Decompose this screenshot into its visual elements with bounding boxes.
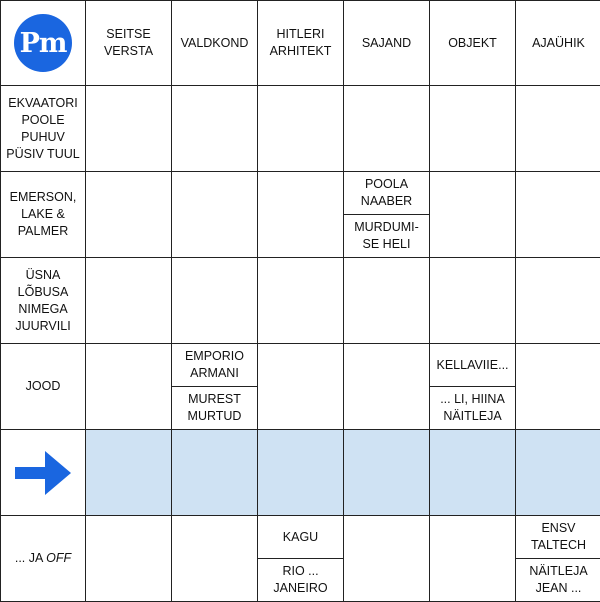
row-clue-3 xyxy=(0,258,86,344)
logo-cell xyxy=(0,0,86,86)
answer-cell[interactable] xyxy=(344,86,430,172)
answer-cell[interactable] xyxy=(430,258,516,344)
answer-cell[interactable] xyxy=(86,86,172,172)
clue-italic: OFF xyxy=(46,551,72,565)
row-clue-1 xyxy=(0,86,86,172)
row-clue-4 xyxy=(0,344,86,430)
right-arrow-icon xyxy=(15,449,71,497)
clue-text-top: ENSV TALTECH xyxy=(516,516,600,559)
answer-cell[interactable] xyxy=(172,516,258,602)
clue-text-top: KAGU xyxy=(258,516,343,559)
clue-text: SAJAND xyxy=(361,35,412,50)
header-clue-2 xyxy=(172,0,258,86)
row-clue-2 xyxy=(0,172,86,258)
header-clue-5 xyxy=(430,0,516,86)
clue-text-top: POOLA NAABER xyxy=(344,172,429,215)
arrow-cell xyxy=(0,430,86,516)
split-clue-cell xyxy=(516,516,600,602)
answer-cell[interactable] xyxy=(430,172,516,258)
answer-cell[interactable] xyxy=(516,172,600,258)
clue-text: VALDKOND xyxy=(180,35,249,50)
answer-cell[interactable] xyxy=(172,172,258,258)
clue-text: EKVAATORI POOLE PUHUV PÜSIV TUUL xyxy=(6,95,80,161)
answer-cell[interactable] xyxy=(86,344,172,430)
clue-text: HITLERI ARHITEKT xyxy=(269,27,332,58)
answer-cell[interactable] xyxy=(516,86,600,172)
split-clue-cell xyxy=(430,344,516,430)
answer-cell[interactable] xyxy=(258,258,344,344)
split-clue-cell xyxy=(258,516,344,602)
answer-cell[interactable] xyxy=(172,258,258,344)
answer-cell[interactable] xyxy=(86,172,172,258)
row-clue-6 xyxy=(0,516,86,602)
answer-cell[interactable] xyxy=(258,86,344,172)
clue-text-bottom: RIO ... JANEIRO xyxy=(273,564,328,595)
answer-cell[interactable] xyxy=(344,344,430,430)
clue-text: ÜSNA LÕBUSA NIMEGA JUURVILI xyxy=(15,267,71,333)
answer-cell[interactable] xyxy=(516,344,600,430)
highlight-answer-cell[interactable] xyxy=(516,430,600,516)
answer-cell[interactable] xyxy=(430,86,516,172)
clue-text-bottom: NÄITLEJA JEAN ... xyxy=(529,564,588,595)
clue-text-top: KELLAVIIE... xyxy=(430,344,515,387)
header-clue-3 xyxy=(258,0,344,86)
highlight-answer-cell[interactable] xyxy=(172,430,258,516)
split-clue-cell xyxy=(172,344,258,430)
answer-cell[interactable] xyxy=(344,258,430,344)
answer-cell[interactable] xyxy=(516,258,600,344)
header-clue-4 xyxy=(344,0,430,86)
highlight-answer-cell[interactable] xyxy=(430,430,516,516)
clue-text: SEITSE VERSTA xyxy=(103,27,154,58)
clue-text: AJAÜHIK xyxy=(532,35,585,50)
highlight-answer-cell[interactable] xyxy=(344,430,430,516)
clue-text-top: EMPORIO ARMANI xyxy=(172,344,257,387)
header-clue-1 xyxy=(86,0,172,86)
clue-text: OBJEKT xyxy=(448,35,497,50)
clue-text-bottom: ... LI, HIINA NÄITLEJA xyxy=(440,392,505,423)
pm-logo: Pm xyxy=(14,14,72,72)
clue-text-bottom: MURDUMI- SE HELI xyxy=(354,220,419,251)
answer-cell[interactable] xyxy=(258,344,344,430)
clue-text-bottom: MUREST MURTUD xyxy=(187,392,242,423)
answer-cell[interactable] xyxy=(86,516,172,602)
clue-text: JOOD xyxy=(25,379,61,393)
header-clue-6 xyxy=(516,0,600,86)
answer-cell[interactable] xyxy=(430,516,516,602)
clue-text: EMERSON, LAKE & PALMER xyxy=(9,190,77,238)
clue-text xyxy=(13,550,73,567)
answer-cell[interactable] xyxy=(344,516,430,602)
answer-cell[interactable] xyxy=(86,258,172,344)
highlight-answer-cell[interactable] xyxy=(86,430,172,516)
answer-cell[interactable] xyxy=(258,172,344,258)
answer-cell[interactable] xyxy=(172,86,258,172)
clue-prefix: ... JA xyxy=(14,551,47,565)
split-clue-cell xyxy=(344,172,430,258)
highlight-answer-cell[interactable] xyxy=(258,430,344,516)
